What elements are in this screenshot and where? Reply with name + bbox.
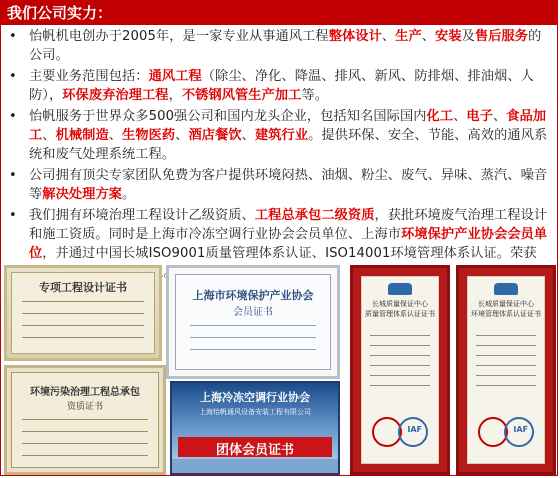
cert-rule [370,355,430,356]
bullet-icon: • [9,109,17,124]
body-text: 的公司。 [29,29,542,63]
bullet-content [29,109,547,162]
cert-rule [370,375,430,376]
cert-rule [190,325,316,326]
cert-rule [22,443,148,444]
cert-issuer: 长城质量保证中心 [478,300,534,308]
cert-issuer: 长城质量保证中心 [372,300,428,308]
cert-rule [370,365,430,366]
body-text: 、 [42,128,56,143]
bullet-item [7,67,549,105]
header-title: 我们公司实力： [7,4,113,22]
cert-inner [175,274,331,370]
cert-rule [22,325,144,326]
cert-title: 环境管理体系认证证书 [471,310,541,318]
highlight-text: 电子 [466,109,493,124]
highlight-text: 不锈钢风管生产加工 [181,88,302,103]
cert-env-protection-assoc [166,265,340,379]
body-text: 怡帆机电创办于2005年，是一家专业从事通风工程 [29,29,329,44]
highlight-text: 售后服务 [474,29,529,44]
cert-rule [190,349,316,350]
highlight-text: 建筑行业 [254,128,309,143]
body-text: ，获批环境废气治理工程设计和施工资质。同时是上海市冷冻空调行业协会会员单位、上海市 [29,208,548,242]
cert-subtitle: 资质证书 [66,402,103,412]
cert-rule [476,375,536,376]
cert-page [361,276,439,464]
cert-rule [476,335,536,336]
highlight-text: 生产 [395,29,422,44]
cert-engineering-design [4,265,162,361]
bullet-icon: • [9,69,17,84]
highlight-text: 化工 [426,109,454,124]
body-text: 、 [108,128,123,143]
bullet-list [1,27,557,284]
bullet-item [7,27,549,65]
highlight-text: 环境保护产业协会会员单位 [29,227,548,261]
cert-rule [22,301,144,302]
cert-rule [370,335,430,336]
cert-iso14001 [456,265,556,475]
bullet-content [29,69,534,103]
body-text: 、 [453,109,467,124]
cert-band-text: 团体会员证书 [215,443,294,458]
iaf-label: IAF [407,425,422,434]
highlight-text: 环保废弃治理工程 [62,88,169,103]
highlight-text: 机械制造 [55,128,109,143]
section-header [1,1,558,25]
cert-title: 专项工程设计证书 [39,281,127,294]
bullet-icon: • [9,208,17,223]
highlight-text: 食品加工 [29,109,547,143]
body-text: 、 [421,29,436,44]
cert-rule [370,345,430,346]
body-text: 等。 [301,88,329,103]
iaf-label: IAF [513,425,528,434]
body-text: （除尘、净化、降温、排风、新风、防排烟、排油烟、人防）， [29,69,534,103]
body-text: 、 [492,109,507,124]
cert-rule [476,345,536,346]
bullet-content [29,168,547,202]
cert-title: 质量管理体系认证证书 [365,310,435,318]
bullet-icon: • [9,29,17,44]
cert-rule [190,337,316,338]
bullet-item [7,107,549,164]
cert-rule [22,419,148,420]
body-text: 、 [241,128,255,143]
highlight-text: 生物医药 [122,128,176,143]
body-text: 怡帆服务于世界众多500强公司和国内龙头企业，包括知名国际国内 [29,109,427,124]
highlight-text: 酒店餐饮 [188,128,242,143]
cert-subtitle: 会员证书 [233,307,273,318]
skyline-graphic [172,459,338,473]
cert-rule [476,365,536,366]
great-wall-logo-icon [494,283,518,295]
bullet-icon: • [9,168,17,183]
body-text: 、 [381,29,396,44]
body-text: ， [168,88,182,103]
highlight-text: 安装 [435,29,462,44]
cert-title: 上海市环境保护产业协会 [192,289,314,302]
body-text: 。 [122,187,136,202]
cert-rule [476,355,536,356]
certificate-gallery [4,265,556,475]
cert-rule [22,313,144,314]
bullet-item [7,166,549,204]
cert-rule [370,385,430,386]
cert-rule [22,431,148,432]
cert-inner [11,372,159,468]
highlight-text: 工程总承包二级资质 [254,208,375,223]
great-wall-logo-icon [388,283,412,295]
body-text: 主要业务范围包括： [29,69,149,84]
cert-rule [22,455,148,456]
cert-company: 上海怡帆通风设备安装工程有限公司 [199,408,311,416]
body-text: 、 [175,128,189,143]
cert-title: 环境污染治理工程总承包 [30,387,140,398]
cert-page [467,276,545,464]
cert-title: 上海冷冻空调行业协会 [200,391,310,404]
cert-rule [22,337,144,338]
highlight-text: 解决处理方案 [42,187,123,202]
bullet-content [29,29,541,63]
cert-pollution-contracting [4,365,166,475]
body-text: 及 [461,29,475,44]
cert-rule [476,385,536,386]
cert-inner [11,272,155,354]
cert-iso9001 [350,265,450,475]
body-text: 。提供环保、安全、节能、高效的通风系统和废气处理系统工程。 [29,128,548,162]
body-text: 公司拥有顶尖专家团队免费为客户提供环境闷热、油烟、粉尘、废气、异味、蒸汽、噪音等 [29,168,548,202]
highlight-text: 整体设计 [328,29,382,44]
cert-refrigeration-assoc [170,381,340,475]
body-text: ，并通过中国长城ISO9001质量管理体系认证、ISO14001环境管理体系认证。荣获 业。 [42,246,537,280]
highlight-text: 通风工程 [148,69,202,84]
body-text: 我们拥有环境治理工程设计乙级资质、 [29,208,255,223]
